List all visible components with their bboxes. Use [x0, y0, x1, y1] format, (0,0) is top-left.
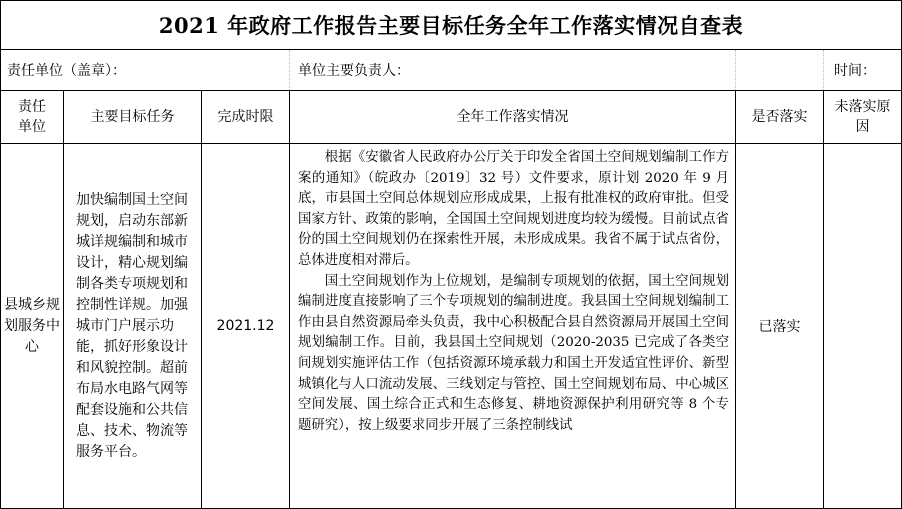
- sheet-title: 2021 年政府工作报告主要目标任务全年工作落实情况自查表: [1, 1, 902, 50]
- header-main-task: 主要目标任务: [64, 91, 202, 144]
- progress-paragraph-1: 根据《安徽省人民政府办公厅关于印发全省国土空间规划编制工作方案的通知》（皖政办〔2019〕32 号）文件要求，原计划 2020 年 9 月底，市县国土空间总体规划应形成成果，上报有批准权的政府审批。但受国家方针、政策的影响，全国国土空间规划进度均较为缓慢。目前试点省份的国土空间规划仍在探索性开展，未形成成果。我省不属于试点省份，总体进度相对滞后。: [298, 150, 729, 268]
- row-main-task: 加快编制国土空间规划，启动东部新城详规编制和城市设计，精心规划编制各类专项规划和控制性详规。加强城市门户展示功能，抓好形象设计和风貌控制。超前布局水电路气网等配套设施和公共信息、技术、物流等服务平台。: [64, 144, 202, 509]
- row-reason: [824, 144, 902, 509]
- responsible-unit-label: 责任单位（盖章）：: [1, 50, 290, 91]
- time-label: 时间：: [824, 50, 902, 91]
- header-implemented: 是否落实: [736, 91, 824, 144]
- header-progress: 全年工作落实情况: [290, 91, 736, 144]
- header-reason: 未落实原因: [824, 91, 902, 144]
- table-row: [1, 144, 902, 509]
- row-progress: [290, 144, 736, 509]
- progress-paragraph-2: 国土空间规划作为上位规划，是编制专项规划的依据，国土空间规划编制进度直接影响了三个专项规划的编制进度。我县国土空间规划编制工作由县自然资源局牵头负责，我中心积极配合县自然资源局开展国土空间规划编制工作。目前，我县国土空间规划（2020-2035 已完成了各类空间规划实施评估工作（包括资源环境承载力和国土开发适宜性评价、新型城镇化与人口流动发展、三线划定与管控、国土空间规划布局、中心城区空间发展、国土综合正式和生态修复、耕地资源保护利用研究等 8 个专题研究），按上级要求同步开展了三条控制线试: [298, 273, 729, 433]
- unit-leader-label: 单位主要负责人：: [290, 50, 736, 91]
- header-deadline: 完成时限: [202, 91, 290, 144]
- row-deadline: 2021.12: [202, 144, 290, 509]
- row-responsible-unit: 县城乡规划服务中心: [1, 144, 64, 509]
- info-blank-cell: [736, 50, 824, 91]
- row-implemented: 已落实: [736, 144, 824, 509]
- header-responsible-unit: 责任单位: [1, 91, 64, 144]
